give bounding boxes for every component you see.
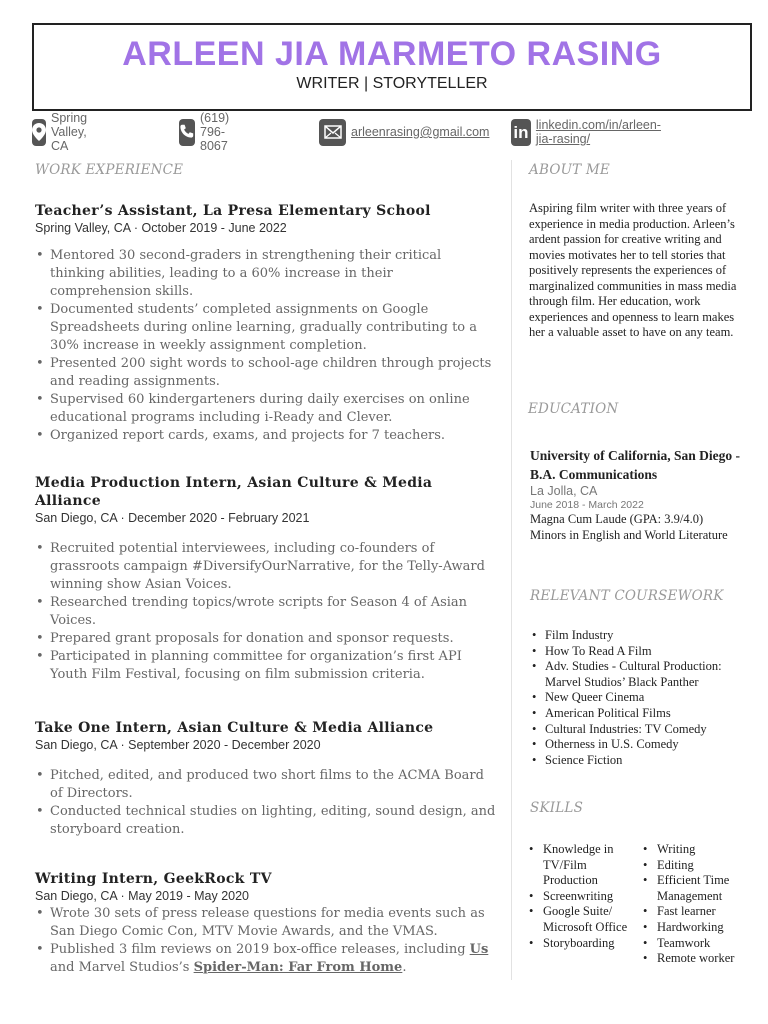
job-bullet: • Mentored 30 second-graders in strengthening their critical thinking abilities, leading to a 60% increase in their comprehension skills.	[35, 247, 497, 301]
coursework-item: • Science Fiction	[529, 753, 749, 769]
skill-item: • Screenwriting	[529, 889, 643, 905]
job-title: Take One Intern, Asian Culture & Media Alliance	[35, 720, 434, 736]
job-meta: San Diego, CA · September 2020 - December 2020	[35, 738, 321, 752]
mail-icon	[319, 119, 346, 146]
education-location: La Jolla, CA	[530, 484, 598, 498]
skills-list-left	[529, 842, 643, 967]
bullet-text: and Marvel Studios’s	[50, 960, 194, 975]
coursework-item: • American Political Films	[529, 706, 749, 722]
skill-item: • Google Suite/ Microsoft Office	[529, 904, 643, 935]
bullet-text: .	[402, 960, 407, 975]
job-bullet: • Recruited potential interviewees, including co-founders of grassroots campaign #DiversifyOurNarrative, for the Telly-Award winning show Asian Voices.	[35, 540, 497, 594]
phone-icon	[179, 119, 195, 146]
skill-item: • Storyboarding	[529, 936, 643, 952]
location-pin-icon	[32, 119, 46, 146]
location-text: Spring Valley, CA	[51, 111, 88, 153]
job-bullet: • Presented 200 sight words to school-age children through projects and reading assignments.	[35, 355, 497, 391]
job-bullet: • Documented students’ completed assignments on Google Spreadsheets during online learning, gradually contributing to a 30% increase in weekly assignment completion.	[35, 301, 497, 355]
work-experience-heading: WORK EXPERIENCE	[35, 162, 184, 178]
skill-item: • Hardworking	[643, 920, 749, 936]
coursework-item: • Film Industry	[529, 628, 749, 644]
phone-text: (619) 796-8067	[200, 111, 230, 153]
about-text: Aspiring film writer with three years of experience in media production. Arleen’s ardent passion for creative writing and movies motivates her to tell stories that positively represents the experiences of marginalized communities in mass media through film. Her education, work experiences and openness to learn makes her a valuable asset to have on any team.	[529, 201, 737, 339]
coursework-item: • Otherness in U.S. Comedy	[529, 737, 749, 753]
contact-location	[32, 111, 100, 153]
film-title-spiderman: Spider-Man: Far From Home	[193, 960, 403, 975]
job-bullets	[35, 767, 497, 839]
job-bullet: • Researched trending topics/wrote scripts for Season 4 of Asian Voices.	[35, 594, 497, 630]
job-bullet	[35, 941, 497, 977]
email-link[interactable]: arleenrasing@gmail.com	[351, 125, 490, 139]
job-meta: Spring Valley, CA · October 2019 - June 2022	[35, 221, 287, 235]
job-entry	[35, 202, 497, 445]
coursework-item: • Adv. Studies - Cultural Production: Marvel Studios’ Black Panther	[529, 659, 749, 690]
contact-linkedin[interactable]	[511, 117, 668, 147]
job-bullets	[35, 247, 497, 445]
coursework-heading: RELEVANT COURSEWORK	[530, 588, 724, 604]
candidate-name: ARLEEN JIA MARMETO RASING	[122, 35, 662, 73]
education-school: University of California, San Diego - B.A. Communications	[530, 448, 740, 482]
job-title: Writing Intern, GeekRock TV	[35, 871, 272, 887]
job-bullet: • Supervised 60 kindergarteners during daily exercises on online educational programs including i-Ready and Clever.	[35, 391, 497, 427]
education-minors: Minors in English and World Literature	[530, 527, 728, 542]
skill-item: • Efficient Time Management	[643, 873, 749, 904]
education-honors: Magna Cum Laude (GPA: 3.9/4.0)	[530, 512, 704, 526]
job-bullet: • Wrote 30 sets of press release questions for media events such as San Diego Comic Con, MTV Movie Awards, and the VMAS.	[35, 905, 497, 941]
linkedin-link[interactable]: linkedin.com/in/arleen-jia-rasing/	[535, 118, 661, 146]
candidate-tagline: WRITER | STORYTELLER	[296, 75, 488, 92]
job-bullet: • Participated in planning committee for organization’s first API Youth Film Festival, focusing on film submission criteria.	[35, 648, 497, 684]
column-divider	[511, 160, 512, 980]
job-meta: San Diego, CA · May 2019 - May 2020	[35, 889, 250, 903]
job-bullets	[35, 540, 497, 684]
job-title: Media Production Intern, Asian Culture & Media Alliance	[35, 475, 433, 509]
education-entry	[530, 446, 742, 543]
job-bullets	[35, 905, 497, 977]
skill-item: • Editing	[643, 858, 749, 874]
header-box	[32, 23, 752, 111]
skill-item: • Fast learner	[643, 904, 749, 920]
coursework-item: • How To Read A Film	[529, 644, 749, 660]
skill-item: • Knowledge in TV/Film Production	[529, 842, 643, 889]
skills-columns	[529, 842, 749, 967]
job-entry	[35, 719, 497, 839]
education-heading: EDUCATION	[528, 401, 619, 417]
job-title: Teacher’s Assistant, La Presa Elementary School	[35, 203, 431, 219]
job-entry	[35, 870, 497, 977]
skill-item: • Remote worker	[643, 951, 749, 967]
about-heading: ABOUT ME	[529, 162, 610, 178]
contact-email[interactable]	[319, 117, 489, 147]
education-dates: June 2018 - March 2022	[530, 499, 644, 511]
job-bullet: • Conducted technical studies on lighting, editing, sound design, and storyboard creation.	[35, 803, 497, 839]
linkedin-icon: in	[511, 119, 531, 146]
skills-heading: SKILLS	[530, 800, 584, 816]
bullet-text: Published 3 film reviews on 2019 box-office releases, including	[50, 942, 470, 957]
coursework-item: • New Queer Cinema	[529, 690, 749, 706]
job-meta: San Diego, CA · December 2020 - February 2021	[35, 511, 310, 525]
contact-phone	[179, 111, 240, 153]
film-title-us: Us	[469, 942, 489, 957]
skills-list-right	[643, 842, 749, 967]
job-bullet: • Prepared grant proposals for donation and sponsor requests.	[35, 630, 497, 648]
job-entry	[35, 474, 497, 684]
coursework-list	[529, 628, 749, 768]
job-bullet: • Organized report cards, exams, and projects for 7 teachers.	[35, 427, 497, 445]
skill-item: • Writing	[643, 842, 749, 858]
coursework-item: • Cultural Industries: TV Comedy	[529, 722, 749, 738]
skill-item: • Teamwork	[643, 936, 749, 952]
job-bullet: • Pitched, edited, and produced two short films to the ACMA Board of Directors.	[35, 767, 497, 803]
